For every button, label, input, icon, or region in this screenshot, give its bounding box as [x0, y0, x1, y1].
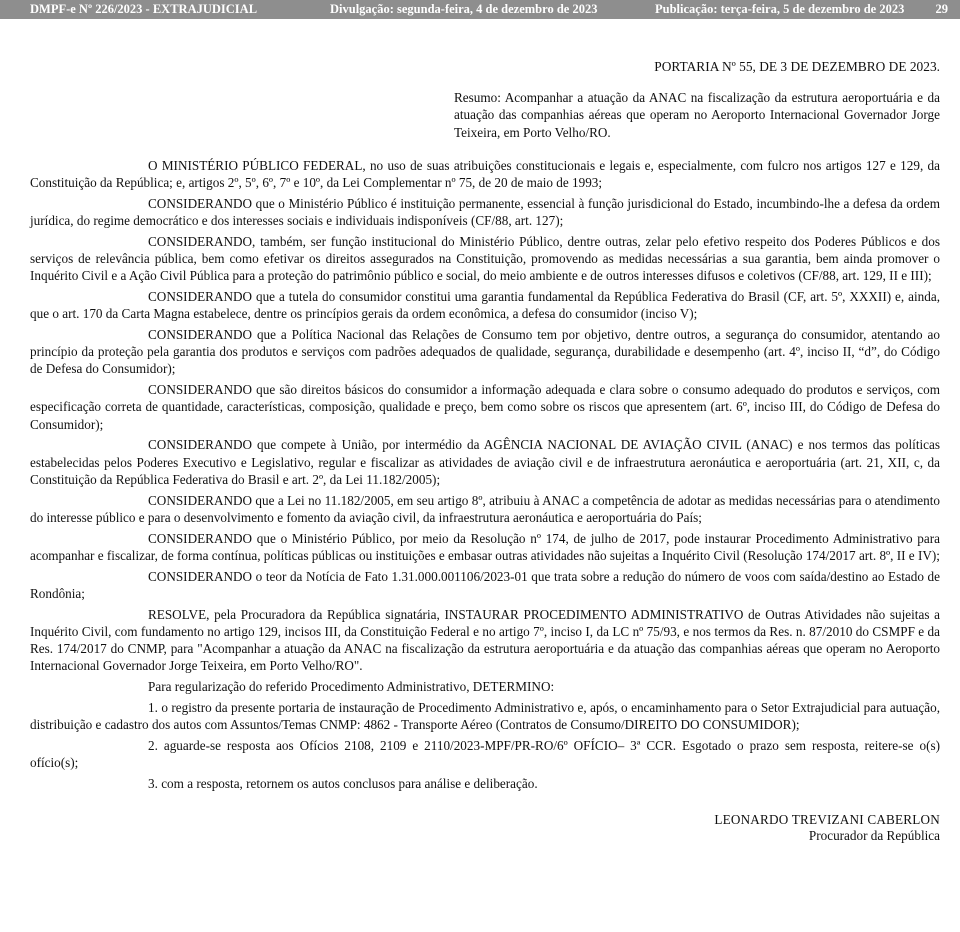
- page-number: 29: [935, 1, 948, 16]
- considering-paragraph: CONSIDERANDO o teor da Notícia de Fato 1.31.000.001106/2023-01 que trata sobre a redução do número de voos com saída/destino ao Estado de Rondônia;: [30, 568, 940, 601]
- document-summary: Resumo: Acompanhar a atuação da ANAC na fiscalização da estrutura aeroportuária e da atuação das companhias aéreas que operam no Aeroporto Internacional Governador Jorge Teixeira, em Porto Velho/RO.: [454, 90, 940, 140]
- determination-item: 2. aguarde-se resposta aos Ofícios 2108, 2109 e 2110/2023-MPF/PR-RO/6º OFÍCIO– 3ª CCR. Esgotado o prazo sem resposta, reitere-se o(s) ofício(s);: [30, 737, 940, 771]
- preamble-paragraph: O MINISTÉRIO PÚBLICO FEDERAL, no uso de suas atribuições constitucionais e legais e, especialmente, com fulcro nos artigos 127 e 129, da Constituição da República; e, artigos 2º, 5º, 6º, 7º e 10º, da Lei Complementar nº 75, de 20 de maio de 1993;: [30, 157, 940, 191]
- document-title: PORTARIA Nº 55, DE 3 DE DEZEMBRO DE 2023.: [654, 59, 940, 74]
- determination-item: 1. o registro da presente portaria de instauração de Procedimento Administrativo e, após, o encaminhamento para o Setor Extrajudicial para autuação, distribuição e cadastro dos autos com Assuntos/Temas CNMP: 4862 - Transporte Aéreo (Contratos de Consumo/DIREITO DO CONSUMIDOR);: [30, 699, 940, 733]
- considering-paragraph: CONSIDERANDO que a tutela do consumidor constitui uma garantia fundamental da República Federativa do Brasil (CF, art. 5º, XXXII) e, ainda, que o art. 170 da Carta Magna estabelece, dentre os princípios gerais da ordem econômica, a defesa do consumidor (inciso V);: [30, 289, 940, 322]
- signer-role: Procurador da República: [808, 828, 940, 844]
- publication-date: Publicação: terça-feira, 5 de dezembro de 2023: [655, 1, 905, 16]
- signature-block: [30, 812, 940, 844]
- determination-intro: Para regularização do referido Procedimento Administrativo, DETERMINO:: [148, 679, 555, 695]
- document-body: [30, 58, 940, 844]
- considering-paragraph: CONSIDERANDO que compete à União, por intermédio da AGÊNCIA NACIONAL DE AVIAÇÃO CIVIL (ANAC) e nos termos das políticas estabelecidas pelos Poderes Executivo e Legislativo, regular e fiscalizar as atividades de aviação civil e de infraestrutura aeronáutica e aeroportuária (art. 21, XII, c, da Constituição da República Federativa do Brasil e art. 2º, da Lei 11.182/2005);: [30, 437, 940, 487]
- determination-item: 3. com a resposta, retornem os autos conclusos para análise e deliberação.: [148, 775, 538, 791]
- signer-name: LEONARDO TREVIZANI CABERLON: [714, 812, 940, 828]
- publication-header: [0, 0, 960, 19]
- considering-paragraph: CONSIDERANDO que são direitos básicos do consumidor a informação adequada e clara sobre o consumo adequado do produtos e serviços, com especificação correta de quantidade, características, composição, qualidade e preço, bem como sobre os riscos que apresentem (art. 6º, inciso III, do Código de Defesa do Consumidor);: [30, 382, 940, 432]
- considering-paragraph: CONSIDERANDO que o Ministério Público, por meio da Resolução nº 174, de julho de 2017, pode instaurar Procedimento Administrativo para acompanhar e fiscalizar, de forma contínua, políticas públicas ou instituições e embasar outras atividades não sujeitas a Inquérito Civil (Resolução 174/2017 art. 8º, II e IV);: [30, 530, 940, 563]
- edition-number: DMPF-e Nº 226/2023 - EXTRAJUDICIAL: [30, 1, 258, 16]
- considering-paragraph: CONSIDERANDO que a Lei no 11.182/2005, em seu artigo 8º, atribuiu à ANAC a competência de adotar as medidas necessárias para o atendimento do interesse público e para o desenvolvimento e fomento da aviação civil, da infraestrutura aeronáutica e aeroportuária do País;: [30, 492, 940, 525]
- resolve-paragraph: RESOLVE, pela Procuradora da República signatária, INSTAURAR PROCEDIMENTO ADMINISTRATIVO de Outras Atividades não sujeitas a Inquérito Civil, com fundamento no artigo 129, incisos III, da Constituição Federal e no artigo 7º, inciso I, da LC nº 75/93, e nos termos da Res. n. 87/2010 do CSMPF e da Res. 174/2017 do CNMP, para "Acompanhar a atuação da ANAC na fiscalização da estrutura aeroportuária e da atuação das companhias aéreas que operam no Aeroporto Internacional Governador Jorge Teixeira, em Porto Velho/RO".: [30, 606, 940, 674]
- considering-paragraph: CONSIDERANDO que a Política Nacional das Relações de Consumo tem por objetivo, dentre outros, a segurança do consumidor, atentando ao princípio da proteção pela garantia dos produtos e serviços com padrões adequados de qualidade, segurança, durabilidade e desempenho (art. 4º, inciso II, “d”, do Código de Defesa do Consumidor);: [30, 327, 940, 377]
- considering-paragraph: CONSIDERANDO, também, ser função institucional do Ministério Público, dentre outras, zelar pelo efetivo respeito dos Poderes Públicos e dos serviços de relevância pública, bem como efetivar os direitos assegurados na Constituição, promovendo as medidas necessárias a sua garantia, bem ainda promover o Inquérito Civil e a Ação Civil Pública para a proteção do patrimônio público e social, do meio ambiente e de outros interesses difusos e coletivos (CF/88, art. 129, II e III);: [30, 233, 940, 284]
- release-date: Divulgação: segunda-feira, 4 de dezembro de 2023: [330, 1, 598, 16]
- considering-paragraph: CONSIDERANDO que o Ministério Público é instituição permanente, essencial à função jurisdicional do Estado, incumbindo-lhe a defesa da ordem jurídica, do regime democrático e dos interesses sociais e individuais indisponíveis (CF/88, art. 127);: [30, 195, 940, 229]
